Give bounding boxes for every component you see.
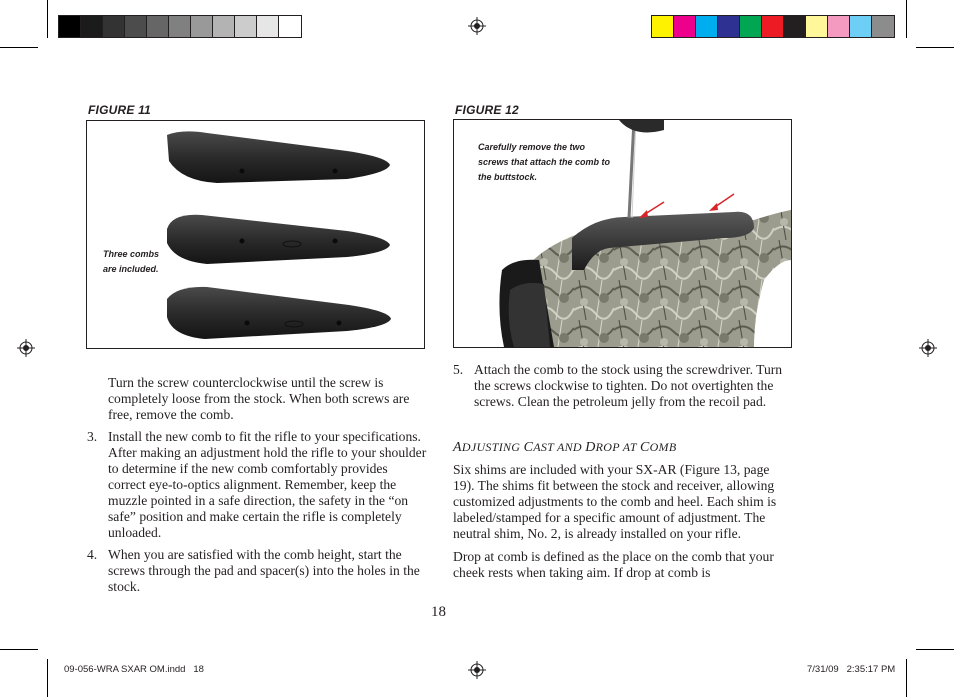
crop-mark xyxy=(906,659,907,697)
registration-mark-icon xyxy=(468,17,486,35)
color-swatch xyxy=(125,16,147,37)
color-swatch xyxy=(762,16,784,37)
three-combs-illustration xyxy=(87,121,424,348)
color-swatch xyxy=(147,16,169,37)
color-swatch xyxy=(784,16,806,37)
color-swatch xyxy=(872,16,894,37)
list-item xyxy=(453,362,783,410)
slug-timestamp: 7/31/09 2:35:17 PM xyxy=(807,664,896,675)
figure-12-label: FIGURE 12 xyxy=(455,103,519,117)
crop-mark xyxy=(0,47,38,48)
slug-file-name: 09-056-WRA SXAR OM.indd 18 xyxy=(64,664,204,675)
list-number: 4. xyxy=(87,547,98,562)
list-number: 5. xyxy=(453,362,464,377)
color-swatch xyxy=(828,16,850,37)
grayscale-color-bar xyxy=(58,15,302,38)
list-item-text: When you are satisfied with the comb height, start the screws through the pad and spacer(s) into the holes in the stock. xyxy=(108,547,420,594)
color-swatch xyxy=(850,16,872,37)
registration-mark-icon xyxy=(468,661,486,679)
body-paragraph: Six shims are included with your SX-AR (Figure 13, page 19). The shims fit between the stock and receiver, allowing customized adjustments to the comb and heel. Each shim is labeled/stamped for a specific amount of adjustment. The neutral shim, No. 2, is already installed on your rifle. xyxy=(453,462,777,541)
color-swatch xyxy=(806,16,828,37)
color-swatch xyxy=(103,16,125,37)
color-swatch xyxy=(740,16,762,37)
figure-11-caption: Three combs are included. xyxy=(103,249,160,274)
color-swatch xyxy=(652,16,674,37)
crop-mark xyxy=(906,0,907,38)
registration-mark-icon xyxy=(17,339,35,357)
process-color-bar xyxy=(651,15,895,38)
color-swatch xyxy=(696,16,718,37)
crop-mark xyxy=(916,649,954,650)
left-column-text xyxy=(87,375,427,601)
body-paragraph: Drop at comb is defined as the place on the comb that your cheek rests when taking aim. If drop at comb is xyxy=(453,549,774,580)
list-item xyxy=(87,547,427,595)
color-swatch xyxy=(191,16,213,37)
page-number: 18 xyxy=(431,604,446,620)
right-column-top-text xyxy=(453,362,783,416)
color-swatch xyxy=(213,16,235,37)
section-heading: ADJUSTING CAST AND DROP AT COMB xyxy=(453,440,677,455)
color-swatch xyxy=(59,16,81,37)
color-swatch xyxy=(718,16,740,37)
crop-mark xyxy=(916,47,954,48)
figure-11-image xyxy=(86,120,425,349)
crop-mark xyxy=(47,659,48,697)
color-swatch xyxy=(257,16,279,37)
figure-12-caption: Carefully remove the two screws that attach the comb to the buttstock. xyxy=(478,142,611,182)
color-swatch xyxy=(674,16,696,37)
color-swatch xyxy=(235,16,257,37)
list-item-text: Attach the comb to the stock using the screwdriver. Turn the screws clockwise to tighten. Do not overtighten the screws. Clean the petroleum jelly from the recoil pad. xyxy=(474,362,783,409)
list-item-text: Install the new comb to fit the rifle to your specifications. After making an adjustment hold the rifle to your shoulder to determine if the new comb comfortably provides correct eye-to-optics alignment. Remember, keep the muzzle pointed in a safe direction, the safety in the “on safe” position and make certain the rifle is completely unloaded. xyxy=(108,429,427,540)
figure-11-label: FIGURE 11 xyxy=(88,103,151,117)
list-number: 3. xyxy=(87,429,98,444)
right-column-body-text xyxy=(453,462,783,587)
list-item xyxy=(87,429,427,541)
continuation-paragraph: Turn the screw counterclockwise until the screw is completely loose from the stock. When both screws are free, remove the comb. xyxy=(108,375,410,422)
crop-mark xyxy=(0,649,38,650)
color-swatch xyxy=(279,16,301,37)
crop-mark xyxy=(47,0,48,38)
color-swatch xyxy=(169,16,191,37)
color-swatch xyxy=(81,16,103,37)
registration-mark-icon xyxy=(919,339,937,357)
